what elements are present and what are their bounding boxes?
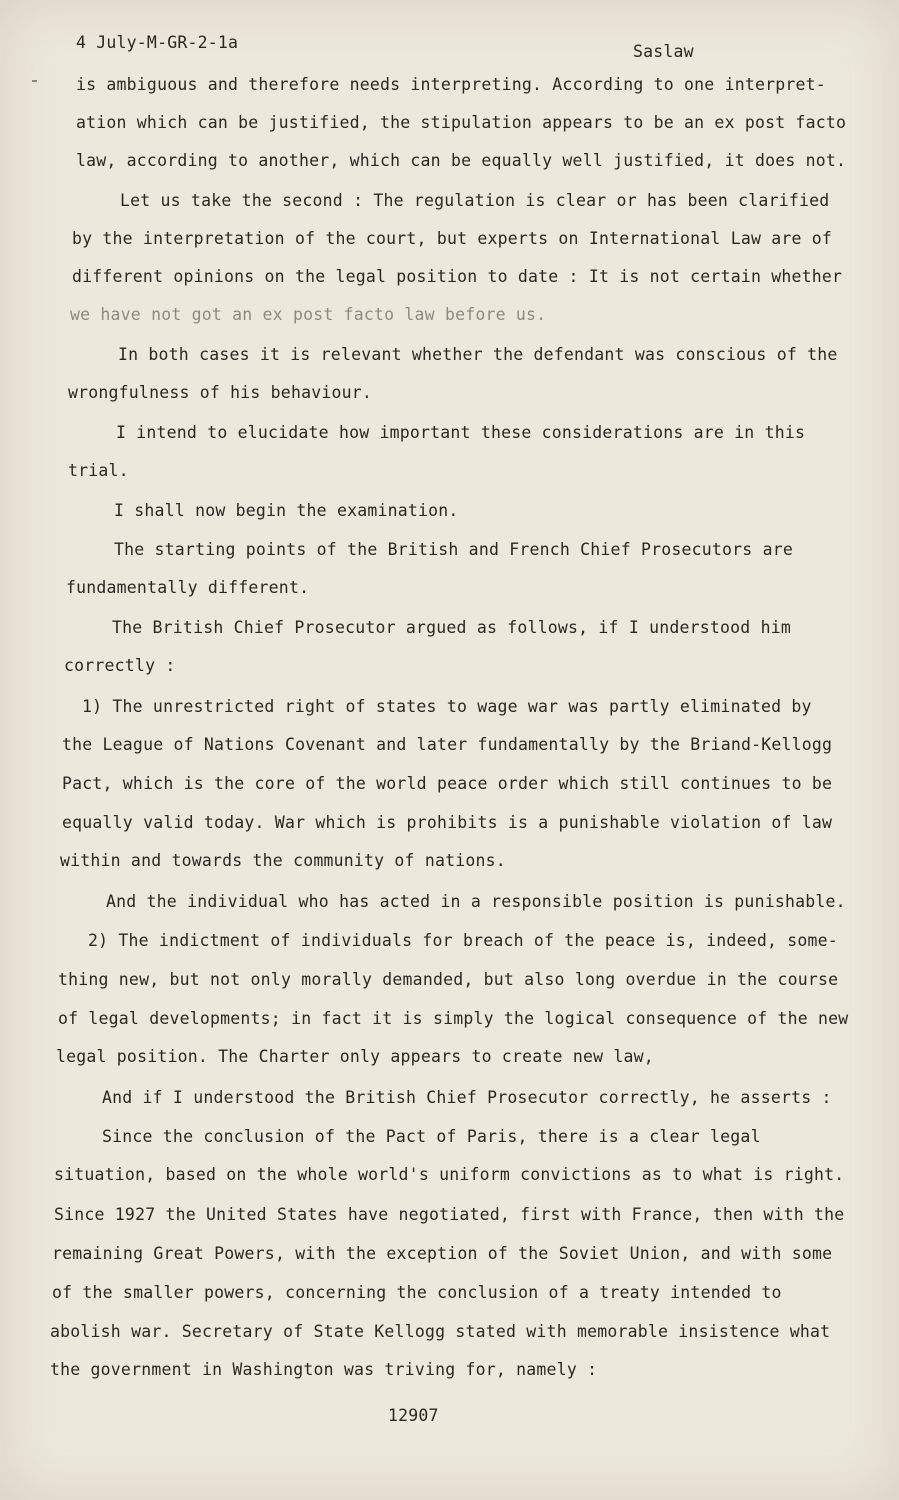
text-line: the League of Nations Covenant and later fundamentally by the Briand-Kellogg <box>62 735 833 754</box>
text-line: of legal developments; in fact it is simply the logical consequence of the new <box>58 1009 849 1028</box>
author-name: Saslaw <box>633 42 694 61</box>
text-line: within and towards the community of nations. <box>60 851 506 870</box>
text-line: 1) The unrestricted right of states to wage war was partly eliminated by <box>82 697 812 716</box>
text-line: ation which can be justified, the stipulation appears to be an ex post facto <box>76 113 847 132</box>
text-line: Since the conclusion of the Pact of Paris, there is a clear legal <box>102 1127 761 1146</box>
text-line: And the individual who has acted in a responsible position is punishable. <box>106 892 846 911</box>
text-line: Since 1927 the United States have negotiated, first with France, then with the <box>54 1205 845 1224</box>
text-line: legal position. The Charter only appears to create new law, <box>56 1047 654 1066</box>
text-line: equally valid today. War which is prohibits is a punishable violation of law <box>62 813 833 832</box>
text-line: the government in Washington was triving for, namely : <box>50 1360 598 1379</box>
text-line: I shall now begin the examination. <box>114 501 459 520</box>
document-reference: 4 July-M-GR-2-1a <box>76 33 239 52</box>
text-line: situation, based on the whole world's uniform convictions as to what is right. <box>54 1165 845 1184</box>
text-line: fundamentally different. <box>66 578 310 597</box>
text-line: law, according to another, which can be equally well justified, it does not. <box>76 151 847 170</box>
text-line: The British Chief Prosecutor argued as follows, if I understood him <box>112 618 791 637</box>
text-line: I intend to elucidate how important these considerations are in this <box>116 423 806 442</box>
text-line: we have not got an ex post facto law before us. <box>70 305 547 324</box>
text-line: by the interpretation of the court, but experts on International Law are of <box>72 229 833 248</box>
text-line: The starting points of the British and French Chief Prosecutors are <box>114 540 793 559</box>
text-line: 2) The indictment of individuals for breach of the peace is, indeed, some- <box>88 931 838 950</box>
text-line: And if I understood the British Chief Prosecutor correctly, he asserts : <box>102 1088 832 1107</box>
text-line: In both cases it is relevant whether the defendant was conscious of the <box>118 345 838 364</box>
text-line: trial. <box>68 461 129 480</box>
text-line: remaining Great Powers, with the exception of the Soviet Union, and with some <box>52 1244 833 1263</box>
text-line: Pact, which is the core of the world peace order which still continues to be <box>62 774 833 793</box>
text-line: abolish war. Secretary of State Kellogg stated with memorable insistence what <box>50 1322 831 1341</box>
text-line: is ambiguous and therefore needs interpreting. According to one interpret- <box>76 75 826 94</box>
text-line: of the smaller powers, concerning the conclusion of a treaty intended to <box>52 1283 782 1302</box>
page-number: 12907 <box>388 1406 439 1425</box>
text-line: Let us take the second : The regulation is clear or has been clarified <box>120 191 830 210</box>
text-line: thing new, but not only morally demanded, but also long overdue in the course <box>58 970 839 989</box>
text-line: wrongfulness of his behaviour. <box>68 383 373 402</box>
text-line: different opinions on the legal position to date : It is not certain whether <box>72 267 843 286</box>
text-line: correctly : <box>64 656 176 675</box>
